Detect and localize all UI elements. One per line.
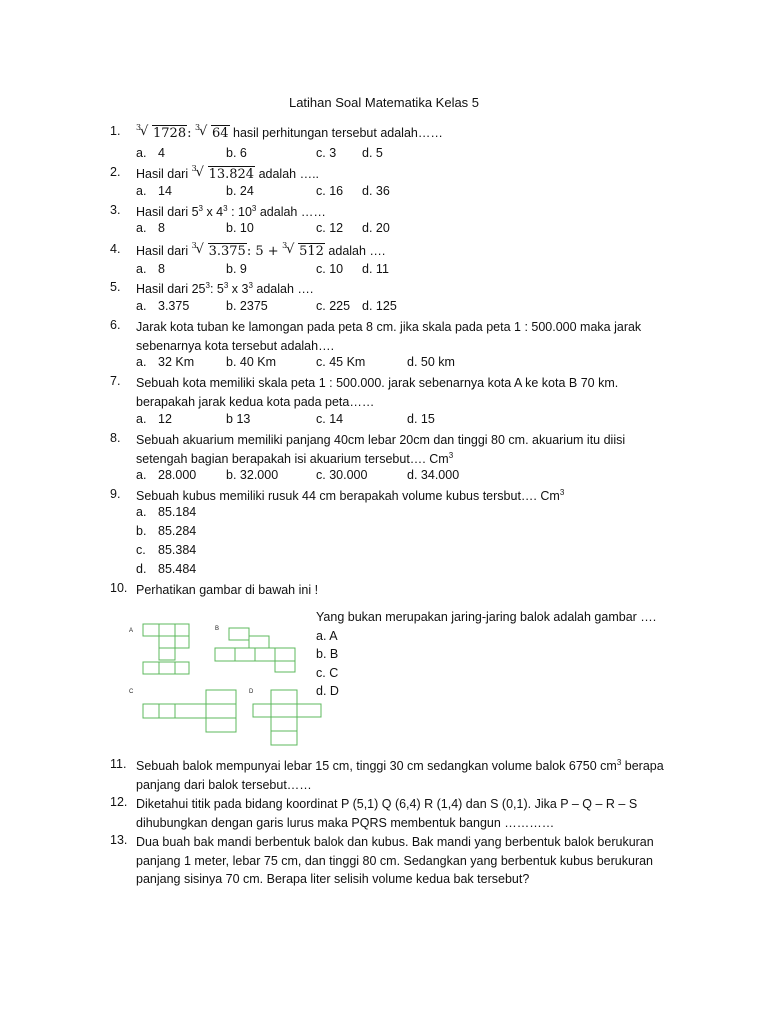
net-label-c: C (129, 689, 134, 695)
option-a: a. 32 Km (136, 355, 195, 369)
question-text: Dua buah bak mandi berbentuk balok dan kubus. Bak mandi yang berbentuk balok berukuran panjang 1 meter, lebar 75 cm, dan tinggi 80 cm. Sedangkan yang berbentuk kubus berukuran panjang sisinya 70 cm. Berapa liter selisih volume kedua bak tersebut? (136, 835, 654, 886)
question-text: Perhatikan gambar di bawah ini ! (136, 583, 319, 597)
option-b: b. 32.000 (226, 468, 279, 482)
question-text: Sebuah kubus memiliki rusuk 44 cm berapakah volume kubus tersbut…. Cm$^3$ (136, 487, 565, 503)
net-b (215, 628, 295, 672)
option-b: b. 24 (226, 184, 254, 198)
option-b: b. B (316, 647, 339, 661)
cube-root: 3 √ 13.824 (191, 164, 255, 182)
option-d: d. 85.484 (136, 562, 197, 576)
option-a: a. A (316, 628, 338, 643)
question-text: 3 √ 1728: 3 √ 64 hasil perhitungan tersebut adalah…… (136, 124, 696, 144)
option-c: c. 3 (316, 146, 337, 160)
cube-root: 3 √ 64 (194, 123, 229, 141)
question-text: Hasil dari $25^3$: $5^3$ x $3^3$ adalah …. (136, 280, 314, 296)
question-number: 13. (110, 833, 128, 847)
option-c: c. 10 (316, 262, 344, 276)
net-label-a: A (129, 628, 134, 634)
question-number: 3. (110, 203, 121, 217)
option-a: a. 28.000 (136, 468, 197, 482)
option-d: d. 36 (362, 184, 390, 198)
q10-question: Yang bukan merupakan jaring-jaring balok adalah gambar …. (316, 610, 657, 624)
option-c: c. 85.384 (136, 543, 197, 557)
question-text: Sebuah akuarium memiliki panjang 40cm lebar 20cm dan tinggi 80 cm. akuarium itu diisi setengah bagian berapakah isi akuarium tersebut…. Cm$^3$ (136, 433, 626, 466)
option-c: c. C (316, 665, 339, 680)
net-label-d: D (249, 689, 254, 695)
option-c: c. 14 (316, 412, 344, 426)
option-c: c. 16 (316, 184, 344, 198)
option-b: b. 9 (226, 262, 247, 276)
question-text: Jarak kota tuban ke lamongan pada peta 8 cm. jika skala pada peta 1 : 500.000 maka jarak sebenarnya kota tersebut adalah…. (136, 320, 642, 353)
option-d: d. D (316, 684, 339, 698)
question-text: Sebuah kota memiliki skala peta 1 : 500.000. jarak sebenarnya kota A ke kota B 70 km. berapakah jarak kedua kota pada peta…… (136, 376, 619, 409)
question-number: 7. (110, 374, 121, 388)
option-a: a. 12 (136, 412, 172, 426)
net-label-b: B (215, 626, 220, 632)
option-b: b. 6 (226, 146, 247, 160)
option-c: c. 30.000 (316, 468, 368, 482)
net-a (143, 624, 189, 674)
question-number: 8. (110, 431, 121, 445)
option-b: b. 40 Km (226, 355, 277, 369)
option-d: d. 34.000 (407, 468, 460, 482)
question-number: 2. (110, 165, 121, 179)
option-b: b. 10 (226, 221, 254, 235)
cube-root: 3 √ 1728 (136, 123, 187, 141)
net-c (143, 690, 236, 732)
option-b: b. 85.284 (136, 524, 197, 538)
option-d: d. 15 (407, 412, 435, 426)
question-text: Hasil dari 3 √ 13.824 adalah ….. (136, 165, 696, 185)
question-number: 6. (110, 318, 121, 332)
question-number: 1. (110, 124, 121, 138)
option-d: d. 20 (362, 221, 390, 235)
option-d: d. 125 (362, 299, 397, 313)
option-c: c. 12 (316, 221, 344, 235)
option-a: a. 3.375 (136, 299, 190, 313)
net-d (253, 690, 321, 745)
question-text: Sebuah balok mempunyai lebar 15 cm, tinggi 30 cm sedangkan volume balok 6750 $cm^3$ berapa panjang dari balok tersebut…… (136, 757, 664, 792)
option-d: d. 50 km (407, 355, 455, 369)
question-text: Hasil dari 3 √ 3.375: 5 + 3 √ 512 adalah …. (136, 242, 696, 262)
question-text: Hasil dari $5^3$ x $4^3$ : $10^3$ adalah …… (136, 203, 326, 219)
option-b: b 13 (226, 412, 251, 426)
question-number: 12. (110, 795, 128, 809)
option-c: c. 225 (316, 299, 351, 313)
question-number: 11. (110, 757, 127, 771)
answer-options (136, 505, 196, 581)
nets-figure (125, 618, 325, 752)
q10-answer-block (316, 608, 656, 701)
option-a: a. 8 (136, 221, 165, 235)
question-number: 4. (110, 242, 121, 256)
option-a: a. 8 (136, 262, 165, 276)
option-d: d. 11 (362, 262, 389, 276)
page-title: Latihan Soal Matematika Kelas 5 (288, 95, 480, 110)
question-number: 10. (110, 581, 128, 595)
option-a: a. 14 (136, 184, 172, 198)
question-number: 9. (110, 487, 121, 501)
option-b: b. 2375 (226, 299, 268, 313)
option-a: a. 4 (136, 146, 165, 160)
question-text: Diketahui titik pada bidang koordinat P (5,1) Q (6,4) R (1,4) dan S (0,1). Jika P – Q – R – S dihubungkan dengan garis lurus maka PQRS membentuk bangun ………… (136, 797, 638, 830)
option-c: c. 45 Km (316, 355, 366, 369)
question-number: 5. (110, 280, 121, 294)
option-a: a. 85.184 (136, 505, 197, 519)
cube-root: 3 √ 3.375 (191, 241, 246, 259)
option-d: d. 5 (362, 146, 383, 160)
cube-root: 3 √ 512 (282, 241, 324, 259)
